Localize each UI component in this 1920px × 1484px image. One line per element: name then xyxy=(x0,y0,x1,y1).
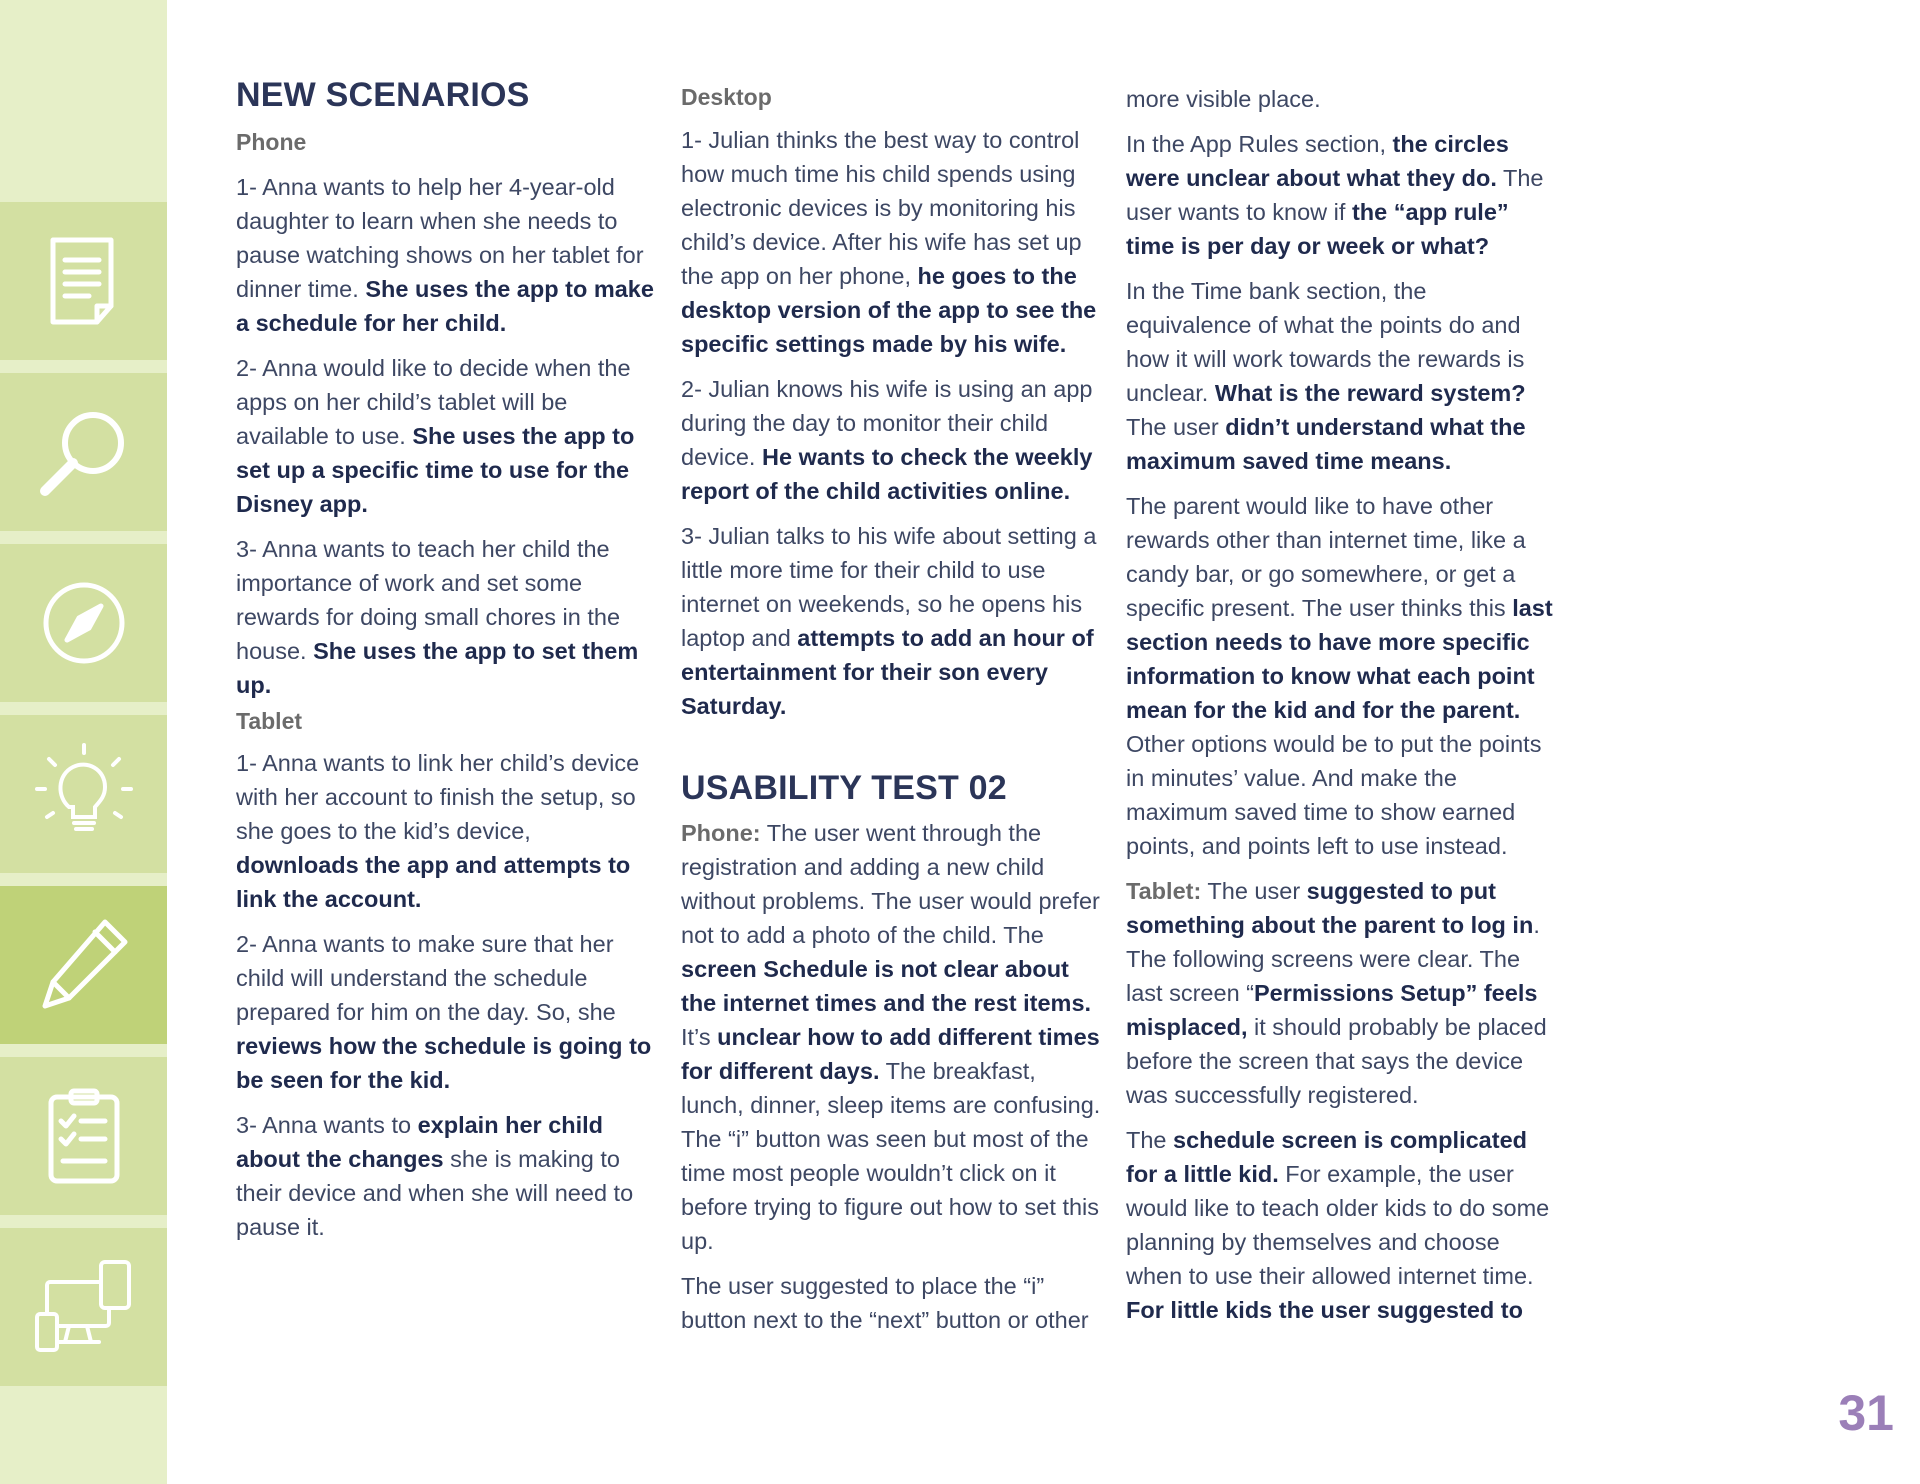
scenario-phone-1: 1- Anna wants to help her 4-year-old daughter to learn when she needs to pause watching shows on her tablet for dinner time. She uses the app to make a schedule for her child. xyxy=(236,174,654,336)
scenario-phone-2: 2- Anna would like to decide when the apps on her child’s tablet will be available to use. She uses the app to set up a specific time to use for the Disney app. xyxy=(236,355,635,517)
sidebar-item-compass[interactable] xyxy=(0,544,167,702)
document-icon xyxy=(29,226,139,336)
schedule-screen-finding: The schedule screen is complicated for a little kid. For example, the user would like to teach older kids to do some planning by themselves and choose when to use their allowed internet time. For little kids the user suggested to xyxy=(1126,1127,1550,1323)
sidebar-item-search[interactable] xyxy=(0,373,167,531)
sidebar-item-pencil[interactable] xyxy=(0,886,167,1044)
sidebar-item-devices[interactable] xyxy=(0,1228,167,1386)
usability-phone-findings: Phone: The user went through the registration and adding a new child without problems. The user would prefer not to add a photo of the child. The screen Schedule is not clear about the internet times and the rest items. It’s unclear how to add different times for different days. The breakfast, lunch, dinner, sleep items are confusing. The “i” button was seen but most of the time most people wouldn’t click on it before trying to figure out how to set this up. xyxy=(681,820,1101,1254)
usability-phone-suggestion: The user suggested to place the “i” button next to the “next” button or other xyxy=(681,1273,1089,1333)
scenario-desktop-1: 1- Julian thinks the best way to control how much time his child spends using electronic devices is by monitoring his child’s device. After his wife has set up the app on her phone, he goes to the desktop version of the app to see the specific settings made by his wife. xyxy=(681,127,1097,357)
checklist-icon xyxy=(29,1081,139,1191)
sidebar xyxy=(0,0,167,1484)
time-bank-finding: In the Time bank section, the equivalence of what the points do and how it will work towards the rewards is unclear. What is the reward system? The user didn’t understand what the maximum saved time means. xyxy=(1126,278,1526,474)
sidebar-item-checklist[interactable] xyxy=(0,1057,167,1215)
tablet-label: Tablet xyxy=(236,708,303,734)
continued-text: more visible place. xyxy=(1126,86,1321,112)
column-new-scenarios xyxy=(236,76,656,1244)
heading-usability-test-02: USABILITY TEST 02 xyxy=(681,769,1007,807)
usability-tablet-findings: Tablet: The user suggested to put something about the parent to log in. The following screens were clear. The last screen “Permissions Setup” feels misplaced, it should probably be placed before the screen that says the device was successfully registered. xyxy=(1126,878,1547,1108)
scenario-tablet-1: 1- Anna wants to link her child’s device with her account to finish the setup, so she goes to the kid’s device, downloads the app and attempts to link the account. xyxy=(236,750,640,912)
compass-icon xyxy=(29,568,139,678)
page-number: 31 xyxy=(1838,1385,1894,1441)
sidebar-item-lightbulb[interactable] xyxy=(0,715,167,873)
devices-icon xyxy=(29,1252,139,1362)
desktop-label: Desktop xyxy=(681,84,772,110)
phone-label: Phone xyxy=(236,129,307,155)
pencil-icon xyxy=(29,910,139,1020)
scenario-tablet-3: 3- Anna wants to explain her child about the changes she is making to their device and when she will need to pause it. xyxy=(236,1112,634,1240)
column-usability-continued xyxy=(1126,76,1558,1327)
scenario-desktop-3: 3- Julian talks to his wife about setting a little more time for their child to use internet on weekends, so he opens his laptop and attempts to add an hour of entertainment for their son every Saturday. xyxy=(681,523,1097,719)
column-desktop-usability xyxy=(681,76,1101,1337)
scenario-tablet-2: 2- Anna wants to make sure that her child will understand the schedule prepared for him on the day. So, she reviews how the schedule is going to be seen for the kid. xyxy=(236,931,652,1093)
rewards-finding: The parent would like to have other rewards other than internet time, like a candy bar, or go somewhere, or get a specific present. The user thinks this last section needs to have more specific information to know what each point mean for the kid and for the parent. Other options would be to put the points in minutes’ value. And make the maximum saved time to show earned points, and points left to use instead. xyxy=(1126,493,1553,859)
scenario-desktop-2: 2- Julian knows his wife is using an app during the day to monitor their child device. He wants to check the weekly report of the child activities online. xyxy=(681,376,1093,504)
scenario-phone-3: 3- Anna wants to teach her child the importance of work and set some rewards for doing small chores in the house. She uses the app to set them up. xyxy=(236,536,639,698)
sidebar-item-document[interactable] xyxy=(0,202,167,360)
app-rules-finding: In the App Rules section, the circles were unclear about what they do. The user wants to know if the “app rule” time is per day or week or what? xyxy=(1126,131,1544,259)
heading-new-scenarios: NEW SCENARIOS xyxy=(236,76,530,114)
search-icon xyxy=(29,397,139,507)
lightbulb-icon xyxy=(29,739,139,849)
